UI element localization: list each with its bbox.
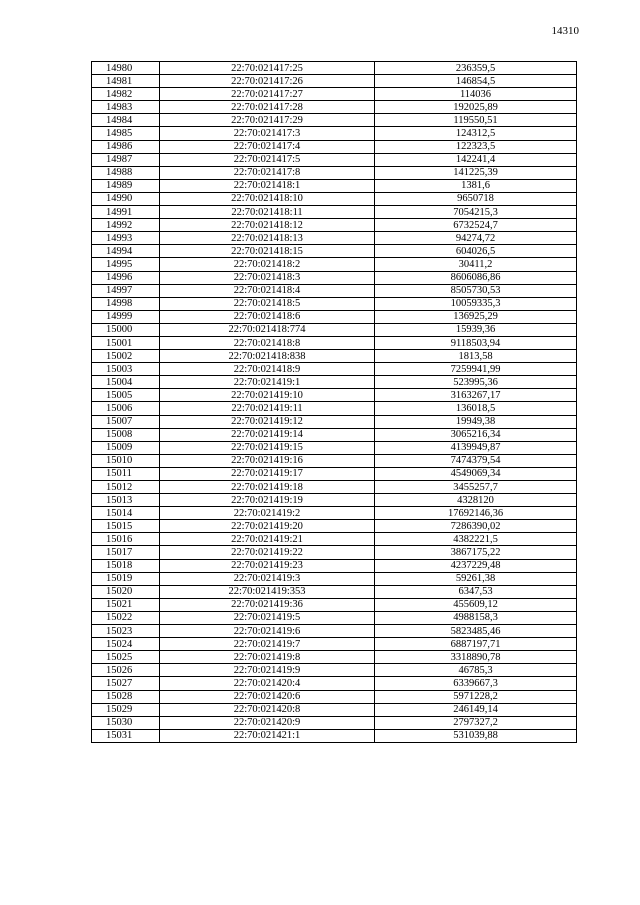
table-row [92, 585, 577, 598]
cadastral-number-cell: 22:70:021418:15 [160, 245, 375, 258]
cadastral-value-cell: 30411,2 [375, 258, 577, 271]
row-number-cell: 14992 [92, 219, 160, 232]
cadastral-number-cell: 22:70:021419:9 [160, 664, 375, 677]
table-row [92, 140, 577, 153]
table-row [92, 376, 577, 389]
table-row [92, 363, 577, 376]
page-number: 14310 [551, 25, 579, 37]
table-row [92, 271, 577, 284]
cadastral-number-cell: 22:70:021419:12 [160, 415, 375, 428]
cadastral-value-cell: 4382221,5 [375, 533, 577, 546]
row-number-cell: 15027 [92, 677, 160, 690]
row-number-cell: 15017 [92, 546, 160, 559]
cadastral-value-cell: 7259941,99 [375, 363, 577, 376]
cadastral-number-cell: 22:70:021419:8 [160, 651, 375, 664]
cadastral-value-cell: 4549069,34 [375, 467, 577, 480]
row-number-cell: 14999 [92, 310, 160, 323]
cadastral-number-cell: 22:70:021419:18 [160, 481, 375, 494]
row-number-cell: 15000 [92, 323, 160, 336]
table-row [92, 428, 577, 441]
table-row [92, 192, 577, 205]
table-row [92, 441, 577, 454]
cadastral-value-cell: 10059335,3 [375, 297, 577, 310]
cadastral-number-cell: 22:70:021419:19 [160, 494, 375, 507]
table-row [92, 232, 577, 245]
cadastral-value-cell: 246149,14 [375, 703, 577, 716]
cadastral-number-cell: 22:70:021418:1 [160, 179, 375, 192]
cadastral-number-cell: 22:70:021421:1 [160, 729, 375, 742]
row-number-cell: 15021 [92, 598, 160, 611]
row-number-cell: 14996 [92, 271, 160, 284]
row-number-cell: 15022 [92, 611, 160, 624]
table-row [92, 297, 577, 310]
cadastral-value-cell: 3318890,78 [375, 651, 577, 664]
cadastral-value-cell: 1381,6 [375, 179, 577, 192]
table-row [92, 75, 577, 88]
cadastral-value-cell: 3455257,7 [375, 481, 577, 494]
row-number-cell: 15029 [92, 703, 160, 716]
cadastral-value-cell: 236359,5 [375, 62, 577, 75]
row-number-cell: 14989 [92, 179, 160, 192]
cadastral-number-cell: 22:70:021417:3 [160, 127, 375, 140]
table-row [92, 179, 577, 192]
row-number-cell: 15001 [92, 336, 160, 349]
row-number-cell: 15030 [92, 716, 160, 729]
cadastral-value-cell: 455609,12 [375, 598, 577, 611]
table-row [92, 101, 577, 114]
row-number-cell: 15023 [92, 625, 160, 638]
table-body [92, 62, 577, 743]
cadastral-number-cell: 22:70:021418:3 [160, 271, 375, 284]
cadastral-value-cell: 2797327,2 [375, 716, 577, 729]
cadastral-number-cell: 22:70:021418:2 [160, 258, 375, 271]
row-number-cell: 15004 [92, 376, 160, 389]
cadastral-number-cell: 22:70:021417:8 [160, 166, 375, 179]
cadastral-value-cell: 4139949,87 [375, 441, 577, 454]
table-row [92, 611, 577, 624]
cadastral-number-cell: 22:70:021417:29 [160, 114, 375, 127]
row-number-cell: 15018 [92, 559, 160, 572]
table-row [92, 559, 577, 572]
row-number-cell: 14993 [92, 232, 160, 245]
table-row [92, 258, 577, 271]
table-row [92, 638, 577, 651]
cadastral-number-cell: 22:70:021418:774 [160, 323, 375, 336]
row-number-cell: 15010 [92, 454, 160, 467]
table-row [92, 716, 577, 729]
table-row [92, 703, 577, 716]
table-row [92, 323, 577, 336]
cadastral-number-cell: 22:70:021419:10 [160, 389, 375, 402]
cadastral-value-cell: 7286390,02 [375, 520, 577, 533]
table-row [92, 625, 577, 638]
row-number-cell: 15006 [92, 402, 160, 415]
cadastral-value-cell: 9650718 [375, 192, 577, 205]
cadastral-value-cell: 114036 [375, 88, 577, 101]
table-row [92, 467, 577, 480]
table-row [92, 546, 577, 559]
row-number-cell: 15014 [92, 507, 160, 520]
cadastral-number-cell: 22:70:021419:36 [160, 598, 375, 611]
row-number-cell: 14991 [92, 206, 160, 219]
cadastral-number-cell: 22:70:021419:3 [160, 572, 375, 585]
cadastral-value-cell: 136925,29 [375, 310, 577, 323]
cadastral-number-cell: 22:70:021418:12 [160, 219, 375, 232]
row-number-cell: 14997 [92, 284, 160, 297]
row-number-cell: 15019 [92, 572, 160, 585]
cadastral-value-cell: 7054215,3 [375, 206, 577, 219]
cadastral-number-cell: 22:70:021418:4 [160, 284, 375, 297]
cadastral-value-cell: 6887197,71 [375, 638, 577, 651]
cadastral-value-cell: 94274,72 [375, 232, 577, 245]
cadastral-value-cell: 9118503,94 [375, 336, 577, 349]
table-row [92, 598, 577, 611]
row-number-cell: 15003 [92, 363, 160, 376]
row-number-cell: 14983 [92, 101, 160, 114]
table-row [92, 677, 577, 690]
row-number-cell: 15008 [92, 428, 160, 441]
row-number-cell: 15031 [92, 729, 160, 742]
table-row [92, 481, 577, 494]
table-row [92, 350, 577, 363]
cadastral-number-cell: 22:70:021419:11 [160, 402, 375, 415]
row-number-cell: 15015 [92, 520, 160, 533]
cadastral-value-cell: 136018,5 [375, 402, 577, 415]
cadastral-number-cell: 22:70:021419:21 [160, 533, 375, 546]
row-number-cell: 14987 [92, 153, 160, 166]
table-row [92, 454, 577, 467]
cadastral-value-cell: 46785,3 [375, 664, 577, 677]
cadastral-number-cell: 22:70:021417:27 [160, 88, 375, 101]
table-row [92, 166, 577, 179]
row-number-cell: 15012 [92, 481, 160, 494]
cadastral-number-cell: 22:70:021419:2 [160, 507, 375, 520]
table-row [92, 729, 577, 742]
cadastral-value-cell: 119550,51 [375, 114, 577, 127]
cadastral-value-cell: 6732524,7 [375, 219, 577, 232]
cadastral-number-cell: 22:70:021419:17 [160, 467, 375, 480]
row-number-cell: 14998 [92, 297, 160, 310]
table-row [92, 245, 577, 258]
cadastral-number-cell: 22:70:021417:4 [160, 140, 375, 153]
table-row [92, 336, 577, 349]
cadastral-value-cell: 8606086,86 [375, 271, 577, 284]
table-row [92, 494, 577, 507]
table-row [92, 127, 577, 140]
row-number-cell: 14990 [92, 192, 160, 205]
table-row [92, 651, 577, 664]
cadastral-number-cell: 22:70:021417:25 [160, 62, 375, 75]
cadastral-value-table [91, 61, 577, 743]
cadastral-value-cell: 15939,36 [375, 323, 577, 336]
row-number-cell: 15013 [92, 494, 160, 507]
row-number-cell: 15016 [92, 533, 160, 546]
table-row [92, 219, 577, 232]
cadastral-value-cell: 3867175,22 [375, 546, 577, 559]
cadastral-number-cell: 22:70:021418:6 [160, 310, 375, 323]
cadastral-number-cell: 22:70:021419:22 [160, 546, 375, 559]
cadastral-value-cell: 6347,53 [375, 585, 577, 598]
cadastral-number-cell: 22:70:021417:5 [160, 153, 375, 166]
row-number-cell: 15026 [92, 664, 160, 677]
cadastral-value-cell: 4328120 [375, 494, 577, 507]
row-number-cell: 14986 [92, 140, 160, 153]
cadastral-number-cell: 22:70:021418:5 [160, 297, 375, 310]
table-row [92, 520, 577, 533]
row-number-cell: 15005 [92, 389, 160, 402]
cadastral-value-cell: 3065216,34 [375, 428, 577, 441]
cadastral-value-cell: 1813,58 [375, 350, 577, 363]
cadastral-value-cell: 142241,4 [375, 153, 577, 166]
cadastral-number-cell: 22:70:021418:11 [160, 206, 375, 219]
cadastral-number-cell: 22:70:021419:15 [160, 441, 375, 454]
cadastral-number-cell: 22:70:021419:20 [160, 520, 375, 533]
cadastral-number-cell: 22:70:021420:8 [160, 703, 375, 716]
cadastral-value-cell: 4237229,48 [375, 559, 577, 572]
row-number-cell: 15002 [92, 350, 160, 363]
table-row [92, 206, 577, 219]
cadastral-value-cell: 141225,39 [375, 166, 577, 179]
cadastral-number-cell: 22:70:021418:13 [160, 232, 375, 245]
row-number-cell: 15028 [92, 690, 160, 703]
row-number-cell: 14995 [92, 258, 160, 271]
cadastral-number-cell: 22:70:021419:7 [160, 638, 375, 651]
cadastral-value-cell: 124312,5 [375, 127, 577, 140]
cadastral-value-cell: 6339667,3 [375, 677, 577, 690]
cadastral-number-cell: 22:70:021419:16 [160, 454, 375, 467]
cadastral-number-cell: 22:70:021417:26 [160, 75, 375, 88]
cadastral-value-cell: 122323,5 [375, 140, 577, 153]
row-number-cell: 14994 [92, 245, 160, 258]
cadastral-number-cell: 22:70:021418:838 [160, 350, 375, 363]
cadastral-value-cell: 604026,5 [375, 245, 577, 258]
cadastral-value-cell: 146854,5 [375, 75, 577, 88]
cadastral-value-cell: 5823485,46 [375, 625, 577, 638]
cadastral-value-cell: 59261,38 [375, 572, 577, 585]
table-row [92, 284, 577, 297]
cadastral-number-cell: 22:70:021417:28 [160, 101, 375, 114]
cadastral-value-cell: 17692146,36 [375, 507, 577, 520]
cadastral-value-cell: 192025,89 [375, 101, 577, 114]
cadastral-number-cell: 22:70:021420:9 [160, 716, 375, 729]
table-row [92, 664, 577, 677]
row-number-cell: 15009 [92, 441, 160, 454]
row-number-cell: 14988 [92, 166, 160, 179]
cadastral-number-cell: 22:70:021419:1 [160, 376, 375, 389]
cadastral-number-cell: 22:70:021418:9 [160, 363, 375, 376]
cadastral-number-cell: 22:70:021420:6 [160, 690, 375, 703]
row-number-cell: 15007 [92, 415, 160, 428]
cadastral-value-cell: 3163267,17 [375, 389, 577, 402]
row-number-cell: 15020 [92, 585, 160, 598]
cadastral-value-cell: 4988158,3 [375, 611, 577, 624]
table-row [92, 402, 577, 415]
row-number-cell: 15024 [92, 638, 160, 651]
cadastral-number-cell: 22:70:021419:6 [160, 625, 375, 638]
table-row [92, 690, 577, 703]
row-number-cell: 14980 [92, 62, 160, 75]
cadastral-value-cell: 531039,88 [375, 729, 577, 742]
row-number-cell: 15025 [92, 651, 160, 664]
table-row [92, 310, 577, 323]
cadastral-number-cell: 22:70:021420:4 [160, 677, 375, 690]
table-row [92, 533, 577, 546]
cadastral-number-cell: 22:70:021419:5 [160, 611, 375, 624]
table-row [92, 114, 577, 127]
row-number-cell: 14982 [92, 88, 160, 101]
cadastral-value-cell: 19949,38 [375, 415, 577, 428]
cadastral-value-cell: 7474379,54 [375, 454, 577, 467]
cadastral-value-cell: 8505730,53 [375, 284, 577, 297]
table-row [92, 62, 577, 75]
row-number-cell: 14985 [92, 127, 160, 140]
cadastral-number-cell: 22:70:021419:353 [160, 585, 375, 598]
table-row [92, 507, 577, 520]
cadastral-value-cell: 5971228,2 [375, 690, 577, 703]
row-number-cell: 14984 [92, 114, 160, 127]
table-row [92, 88, 577, 101]
table-row [92, 572, 577, 585]
cadastral-number-cell: 22:70:021418:10 [160, 192, 375, 205]
cadastral-value-cell: 523995,36 [375, 376, 577, 389]
table-row [92, 389, 577, 402]
row-number-cell: 14981 [92, 75, 160, 88]
cadastral-number-cell: 22:70:021419:14 [160, 428, 375, 441]
cadastral-number-cell: 22:70:021419:23 [160, 559, 375, 572]
cadastral-number-cell: 22:70:021418:8 [160, 336, 375, 349]
row-number-cell: 15011 [92, 467, 160, 480]
table-row [92, 153, 577, 166]
table-row [92, 415, 577, 428]
